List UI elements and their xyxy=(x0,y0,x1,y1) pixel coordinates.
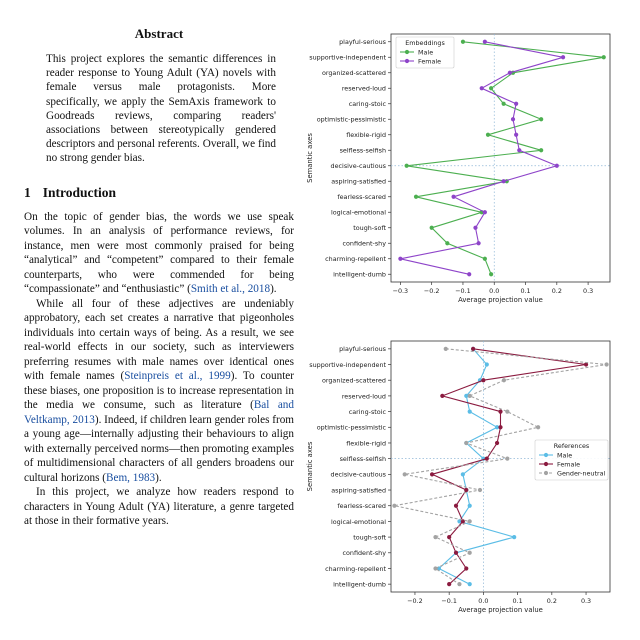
legend-label: Gender-neutral xyxy=(557,469,606,478)
legend-marker xyxy=(544,471,548,475)
y-tick-label: organized-scattered xyxy=(321,69,386,78)
data-point xyxy=(468,394,472,398)
data-point xyxy=(403,472,407,476)
data-point xyxy=(433,566,437,570)
citation-link[interactable]: Bem, 1983 xyxy=(106,471,156,484)
section-number: 1 xyxy=(24,184,31,200)
y-tick-label: selfless-selfish xyxy=(339,146,386,155)
y-tick-label: playful-serious xyxy=(339,345,386,354)
y-tick-label: caring-stoic xyxy=(348,407,386,416)
y-tick-label: supportive-independent xyxy=(309,360,386,369)
section-heading xyxy=(24,185,294,201)
citation-link[interactable]: Bal and Veltkamp, 2013 xyxy=(24,399,294,426)
data-point xyxy=(440,394,444,398)
series-line xyxy=(439,349,514,584)
x-tick-label: 0.2 xyxy=(546,597,557,605)
data-point xyxy=(536,425,540,429)
data-point xyxy=(405,164,409,168)
y-tick-label: optimistic-pessimistic xyxy=(316,423,386,432)
citation-link[interactable]: Steinpreis et al., 1999 xyxy=(124,370,231,383)
intro-p2-text-a: While all four of these adjectives are undeniably approbatory, each set creates a narrative that pigeonholes individuals into certain ways of being. As a result, we see real-world effects in our society, such as interviewers preferring resumes with male names over identical ones with female names ( xyxy=(24,297,294,383)
intro-p1-text-a: On the topic of gender bias, the words we use speak volumes. In an analysis of performance reviews, for instance, men were most commonly praised for being “analytical” and “competent” compared to their female counterparts, who were commended for being “compassionate” and “enthusiastic” ( xyxy=(24,210,294,296)
data-point xyxy=(471,347,475,351)
x-tick-label: −0.2 xyxy=(423,287,440,295)
x-tick-label: 0.1 xyxy=(512,597,523,605)
y-tick-label: playful-serious xyxy=(339,38,386,47)
data-point xyxy=(451,195,455,199)
plot-frame xyxy=(391,34,610,282)
intro-paragraph-1 xyxy=(24,210,294,297)
x-tick-label: −0.1 xyxy=(441,597,457,605)
legend-title: References xyxy=(553,442,590,450)
series-line xyxy=(407,42,604,274)
y-tick-label: flexible-rigid xyxy=(346,131,386,140)
y-tick-label: logical-emotional xyxy=(330,208,386,217)
y-tick-label: selfless-selfish xyxy=(339,455,386,464)
legend-marker xyxy=(405,59,409,63)
y-tick-label: tough-soft xyxy=(353,533,386,542)
data-point xyxy=(511,117,515,121)
data-point xyxy=(602,55,606,59)
data-point xyxy=(430,472,434,476)
data-point xyxy=(468,519,472,523)
intro-paragraph-2 xyxy=(24,297,294,486)
data-point xyxy=(461,472,465,476)
x-tick-label: −0.2 xyxy=(407,597,423,605)
data-point xyxy=(444,347,448,351)
data-point xyxy=(464,488,468,492)
x-tick-label: 0.3 xyxy=(583,287,594,295)
data-point xyxy=(468,582,472,586)
y-tick-label: optimistic-pessimistic xyxy=(316,115,386,124)
data-point xyxy=(468,504,472,508)
data-point xyxy=(468,551,472,555)
data-point xyxy=(486,133,490,137)
intro-p2-text-b: ). To counter these biases, one proposition is to increase representation in the media we consume, such as literature ( xyxy=(24,370,294,412)
x-tick-label: −0.1 xyxy=(455,287,471,295)
data-point xyxy=(445,241,449,245)
y-tick-label: organized-scattered xyxy=(321,376,386,385)
legend-title: Embeddings xyxy=(405,39,445,47)
y-tick-label: tough-soft xyxy=(353,224,386,233)
data-point xyxy=(430,226,434,230)
legend-label: Male xyxy=(418,48,434,57)
x-tick-label: 0.0 xyxy=(478,597,489,605)
abstract-title: Abstract xyxy=(134,26,184,41)
x-tick-label: −0.3 xyxy=(392,287,409,295)
y-tick-label: caring-stoic xyxy=(348,100,386,109)
data-point xyxy=(447,582,451,586)
data-point xyxy=(464,566,468,570)
legend-label: Male xyxy=(557,451,573,460)
x-tick-label: 0.2 xyxy=(551,287,562,295)
data-point xyxy=(477,241,481,245)
data-point xyxy=(505,457,509,461)
data-point xyxy=(392,504,396,508)
data-point xyxy=(517,148,521,152)
x-axis-label: Average projection value xyxy=(458,296,543,304)
y-tick-label: charming-repellent xyxy=(325,564,386,573)
y-tick-label: reserved-loud xyxy=(341,84,386,93)
data-point xyxy=(478,488,482,492)
data-point xyxy=(498,409,502,413)
data-point xyxy=(508,71,512,75)
legend-marker xyxy=(544,453,548,457)
data-point xyxy=(483,210,487,214)
citation-link[interactable]: Smith et al., 2018 xyxy=(190,283,271,296)
y-tick-label: confident-shy xyxy=(342,549,386,558)
y-tick-label: fearless-scared xyxy=(337,502,386,511)
x-tick-label: 0.3 xyxy=(580,597,592,605)
y-tick-label: logical-emotional xyxy=(330,517,386,526)
legend-marker xyxy=(405,50,409,54)
legend-label: Female xyxy=(418,57,442,66)
y-tick-label: decisive-cautious xyxy=(330,162,386,171)
data-point xyxy=(604,362,608,366)
data-point xyxy=(464,441,468,445)
data-point xyxy=(447,535,451,539)
data-point xyxy=(398,257,402,261)
y-axis-label: Semantic axes xyxy=(306,441,314,492)
y-axis-label: Semantic axes xyxy=(306,133,314,183)
data-point xyxy=(483,257,487,261)
data-point xyxy=(489,272,493,276)
intro-p1-text-b: ). xyxy=(270,283,277,296)
data-point xyxy=(473,226,477,230)
y-tick-label: flexible-rigid xyxy=(346,439,386,448)
intro-p2-text-d: ). xyxy=(155,471,162,484)
data-point xyxy=(485,362,489,366)
y-tick-label: decisive-cautious xyxy=(330,470,386,479)
y-tick-label: intelligent-dumb xyxy=(333,580,386,589)
intro-p2-text-c: ). Indeed, if children learn gender roles from a young age—internally adjusting their behaviours to align with externally perceived norms—then promoting examples of multidimensional characters of all genders broadens our cultural horizons ( xyxy=(24,413,295,484)
data-point xyxy=(539,148,543,152)
x-tick-label: 0.0 xyxy=(489,287,500,295)
data-point xyxy=(498,425,502,429)
data-point xyxy=(539,117,543,121)
intro-paragraph-3: In this project, we analyze how readers respond to characters in Young Adult (YA) literature, a genre targeted at those in their formative years. xyxy=(24,486,294,528)
y-tick-label: fearless-scared xyxy=(337,193,386,202)
series-line xyxy=(400,42,563,274)
data-point xyxy=(454,551,458,555)
data-point xyxy=(468,409,472,413)
data-point xyxy=(485,457,489,461)
y-tick-label: confident-shy xyxy=(342,239,386,248)
data-point xyxy=(514,102,518,106)
data-point xyxy=(495,441,499,445)
data-point xyxy=(489,86,493,90)
data-point xyxy=(505,409,509,413)
y-tick-label: charming-repellent xyxy=(325,255,386,264)
y-tick-label: reserved-loud xyxy=(341,392,386,401)
data-point xyxy=(480,86,484,90)
data-point xyxy=(414,195,418,199)
data-point xyxy=(454,504,458,508)
abstract-body: This project explores the semantic differences in reader response to Young Adult (YA) novels with female versus male protagonists. More specifically, we apply the SemAxis framework to Goodreads reviews, comparing readers' associations between stereotypically gendered descriptors and personal referents. Overall, we find no strong gender bias. xyxy=(46,53,276,165)
x-tick-label: 0.1 xyxy=(520,287,531,295)
data-point xyxy=(502,179,506,183)
data-point xyxy=(481,378,485,382)
y-tick-label: supportive-independent xyxy=(309,53,386,62)
data-point xyxy=(461,40,465,44)
data-point xyxy=(561,55,565,59)
x-axis-label: Average projection value xyxy=(458,606,543,614)
references-chart xyxy=(304,336,636,640)
y-tick-label: intelligent-dumb xyxy=(333,270,386,279)
data-point xyxy=(502,378,506,382)
embeddings-chart xyxy=(304,28,636,332)
data-point xyxy=(514,133,518,137)
y-tick-label: aspiring-satisfied xyxy=(331,177,386,186)
data-point xyxy=(512,535,516,539)
data-point xyxy=(502,102,506,106)
data-point xyxy=(483,40,487,44)
data-point xyxy=(433,535,437,539)
data-point xyxy=(467,272,471,276)
paper-text-column xyxy=(24,26,294,529)
section-title: Introduction xyxy=(42,184,117,200)
y-tick-label: aspiring-satisfied xyxy=(331,486,386,495)
data-point xyxy=(457,582,461,586)
data-point xyxy=(555,164,559,168)
legend-marker xyxy=(544,462,548,466)
legend-label: Female xyxy=(557,460,581,469)
